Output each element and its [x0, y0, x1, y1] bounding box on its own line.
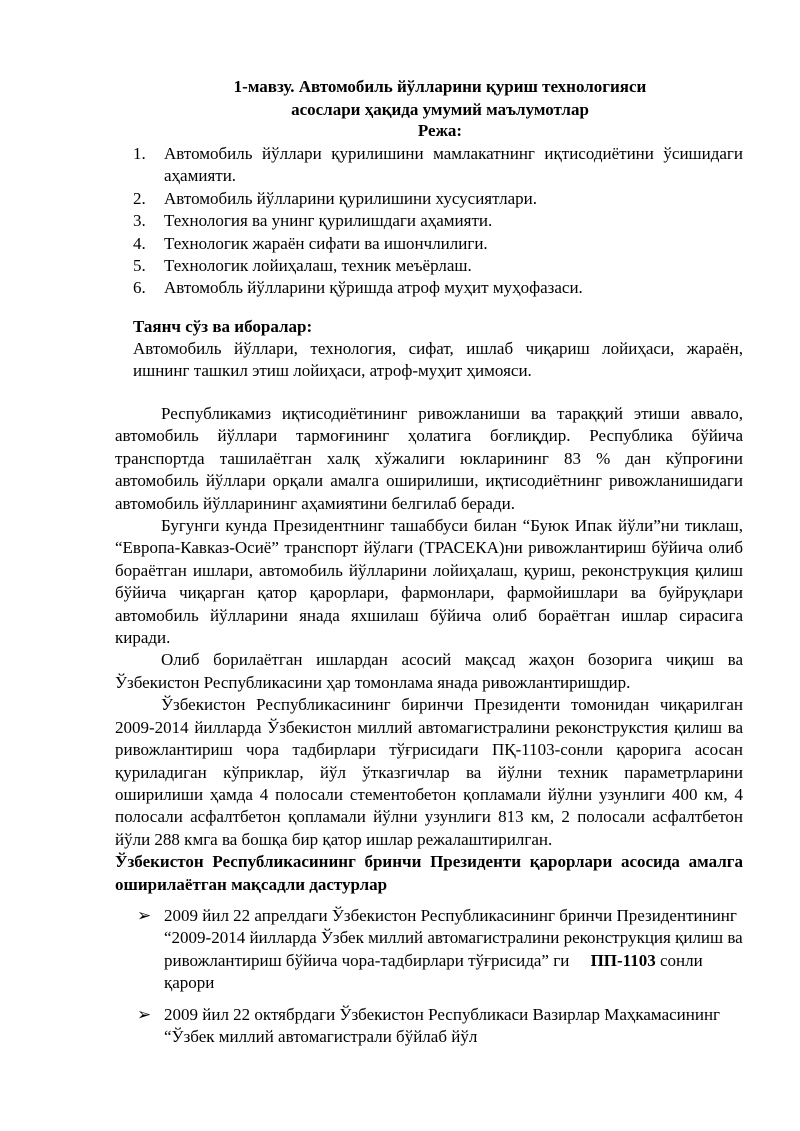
plan-item	[133, 277, 743, 299]
plan-item-text: Технологик лойиҳалаш, техник меъёрлаш.	[164, 256, 472, 276]
program-item-text: 2009 йил 22 апрелдаги Ўзбекистон Республикасининг бринчи Президентининг “2009-2014 йилларда Ўзбек миллий автомагистралини реконструкция қилиш ва ривожлантириш бўйича чора-тадбирлари тўғрисида” ги	[164, 906, 743, 970]
plan-item-text: Автомобль йўлларини қўришда атроф муҳит муҳофазаси.	[164, 278, 583, 298]
plan-item-number: 4.	[133, 233, 146, 253]
plan-item	[133, 233, 743, 255]
plan-item-text: Технологик жараён сифати ва ишончлилиги.	[164, 233, 488, 253]
program-item	[137, 905, 743, 995]
arrow-bullet-icon: ➢	[137, 1004, 152, 1024]
paragraph: Ўзбекистон Республикасининг биринчи Президенти томонидан чиқарилган 2009-2014 йилларда Ўзбекистон миллий автомагистралини реконструкстия қилиш ва ривожлантириш чора тадбирлари тўғрисидаги ПҚ-1103-сонли қарорига асосан қуриладиган кўприклар, йўл ўтказгичлар ва йўлни техник параметрларини оширилиши ҳамда 4 полосали стементобетон қопламали йўлни узунлиги 400 км, 4 полосали асфалтбетон қопламали йўлни узунлиги 813 км, 2 полосали асфалтбетон йўли 288 кмга ва бошқа бир қатор ишлар режалаштирилган.	[115, 695, 743, 849]
program-list	[137, 905, 743, 1057]
title-line-2: асослари ҳақида умумий маълумотлар	[291, 100, 589, 119]
plan-item	[133, 188, 743, 210]
plan-item	[133, 210, 743, 232]
plan-item-text: Автомобиль йўлларини қурилишини хусусиятлари.	[164, 188, 537, 208]
keywords-heading: Таянч сўз ва иборалар:	[133, 317, 313, 336]
plan-item-text: Автомобиль йўллари қурилишини мамлакатнинг иқтисодиётини ўсишидаги аҳамияти.	[164, 144, 743, 186]
paragraph: Республикамиз иқтисодиётининг ривожланиши ва тараққий этиши аввало, автомобиль йўллари тармоғининг ҳолатига боғлиқдир. Республика бўйича транспортда ташилаётган халқ хўжалиги юкларининг 83 % дан кўпроғини автомобиль йўллари орқали амалга оширилиши, иқтисодиётнинг ривожланишидаги автомобиль йўлларининг аҳамиятини белгилаб беради.	[115, 404, 743, 513]
plan-item-number: 6.	[133, 278, 146, 298]
program-item-tail: сонли қарори	[164, 950, 703, 993]
body-text	[115, 403, 743, 896]
plan-item	[133, 143, 743, 188]
program-item	[137, 1004, 743, 1049]
plan-item-number: 5.	[133, 256, 146, 276]
decree-number: ПП-1103	[590, 950, 656, 970]
document-title	[0, 76, 800, 122]
plan-item-number: 2.	[133, 188, 146, 208]
plan-item-number: 1.	[133, 144, 146, 163]
plan-list	[133, 143, 743, 300]
arrow-bullet-icon: ➢	[137, 906, 152, 925]
title-line-1: 1-мавзу. Автомобиль йўлларини қуриш технологияси	[233, 77, 647, 96]
keywords-text: Автомобиль йўллари, технология, сифат, ишлаб чиқариш лойиҳаси, жараён, ишнинг ташкил этиш лойиҳаси, атроф-муҳит ҳимояси.	[133, 339, 743, 381]
program-item-text: 2009 йил 22 октябрдаги Ўзбекистон Республикаси Вазирлар Маҳкамасининг “Ўзбек миллий автомагистрали бўйлаб йўл	[164, 1004, 721, 1047]
paragraph: Бугунги кунда Президентнинг ташаббуси билан “Буюк Ипак йўли”ни тиклаш, “Европа-Кавказ-Осиё” транспорт йўлаги (ТРАСЕКА)ни ривожлантириш бўйича олиб бораётган ишлари, автомобиль йўлларини лойиҳалаш, қуриш, реконструкция қилиш бўйича чиқарган қатор қарорлари, фармонлари, фармойишлари ва буйруқлари автомобиль йўлларини янада яхшилаш бўйича олиб бораётган ишлар сирасига киради.	[115, 516, 743, 648]
plan-heading: Режа:	[417, 121, 463, 140]
paragraph: Олиб борилаётган ишлардан асосий мақсад жаҳон бозорига чиқиш ва Ўзбекистон Республикасини ҳар томонлама янада ривожлантиришдир.	[115, 650, 743, 692]
plan-item-text: Технология ва унинг қурилишдаги аҳамияти.	[164, 211, 493, 231]
plan-item	[133, 255, 743, 277]
section-heading: Ўзбекистон Республикасининг бринчи Президенти қарорлари асосида амалга оширилаётган мақсадли дастурлар	[115, 852, 743, 894]
plan-item-number: 3.	[133, 211, 146, 231]
